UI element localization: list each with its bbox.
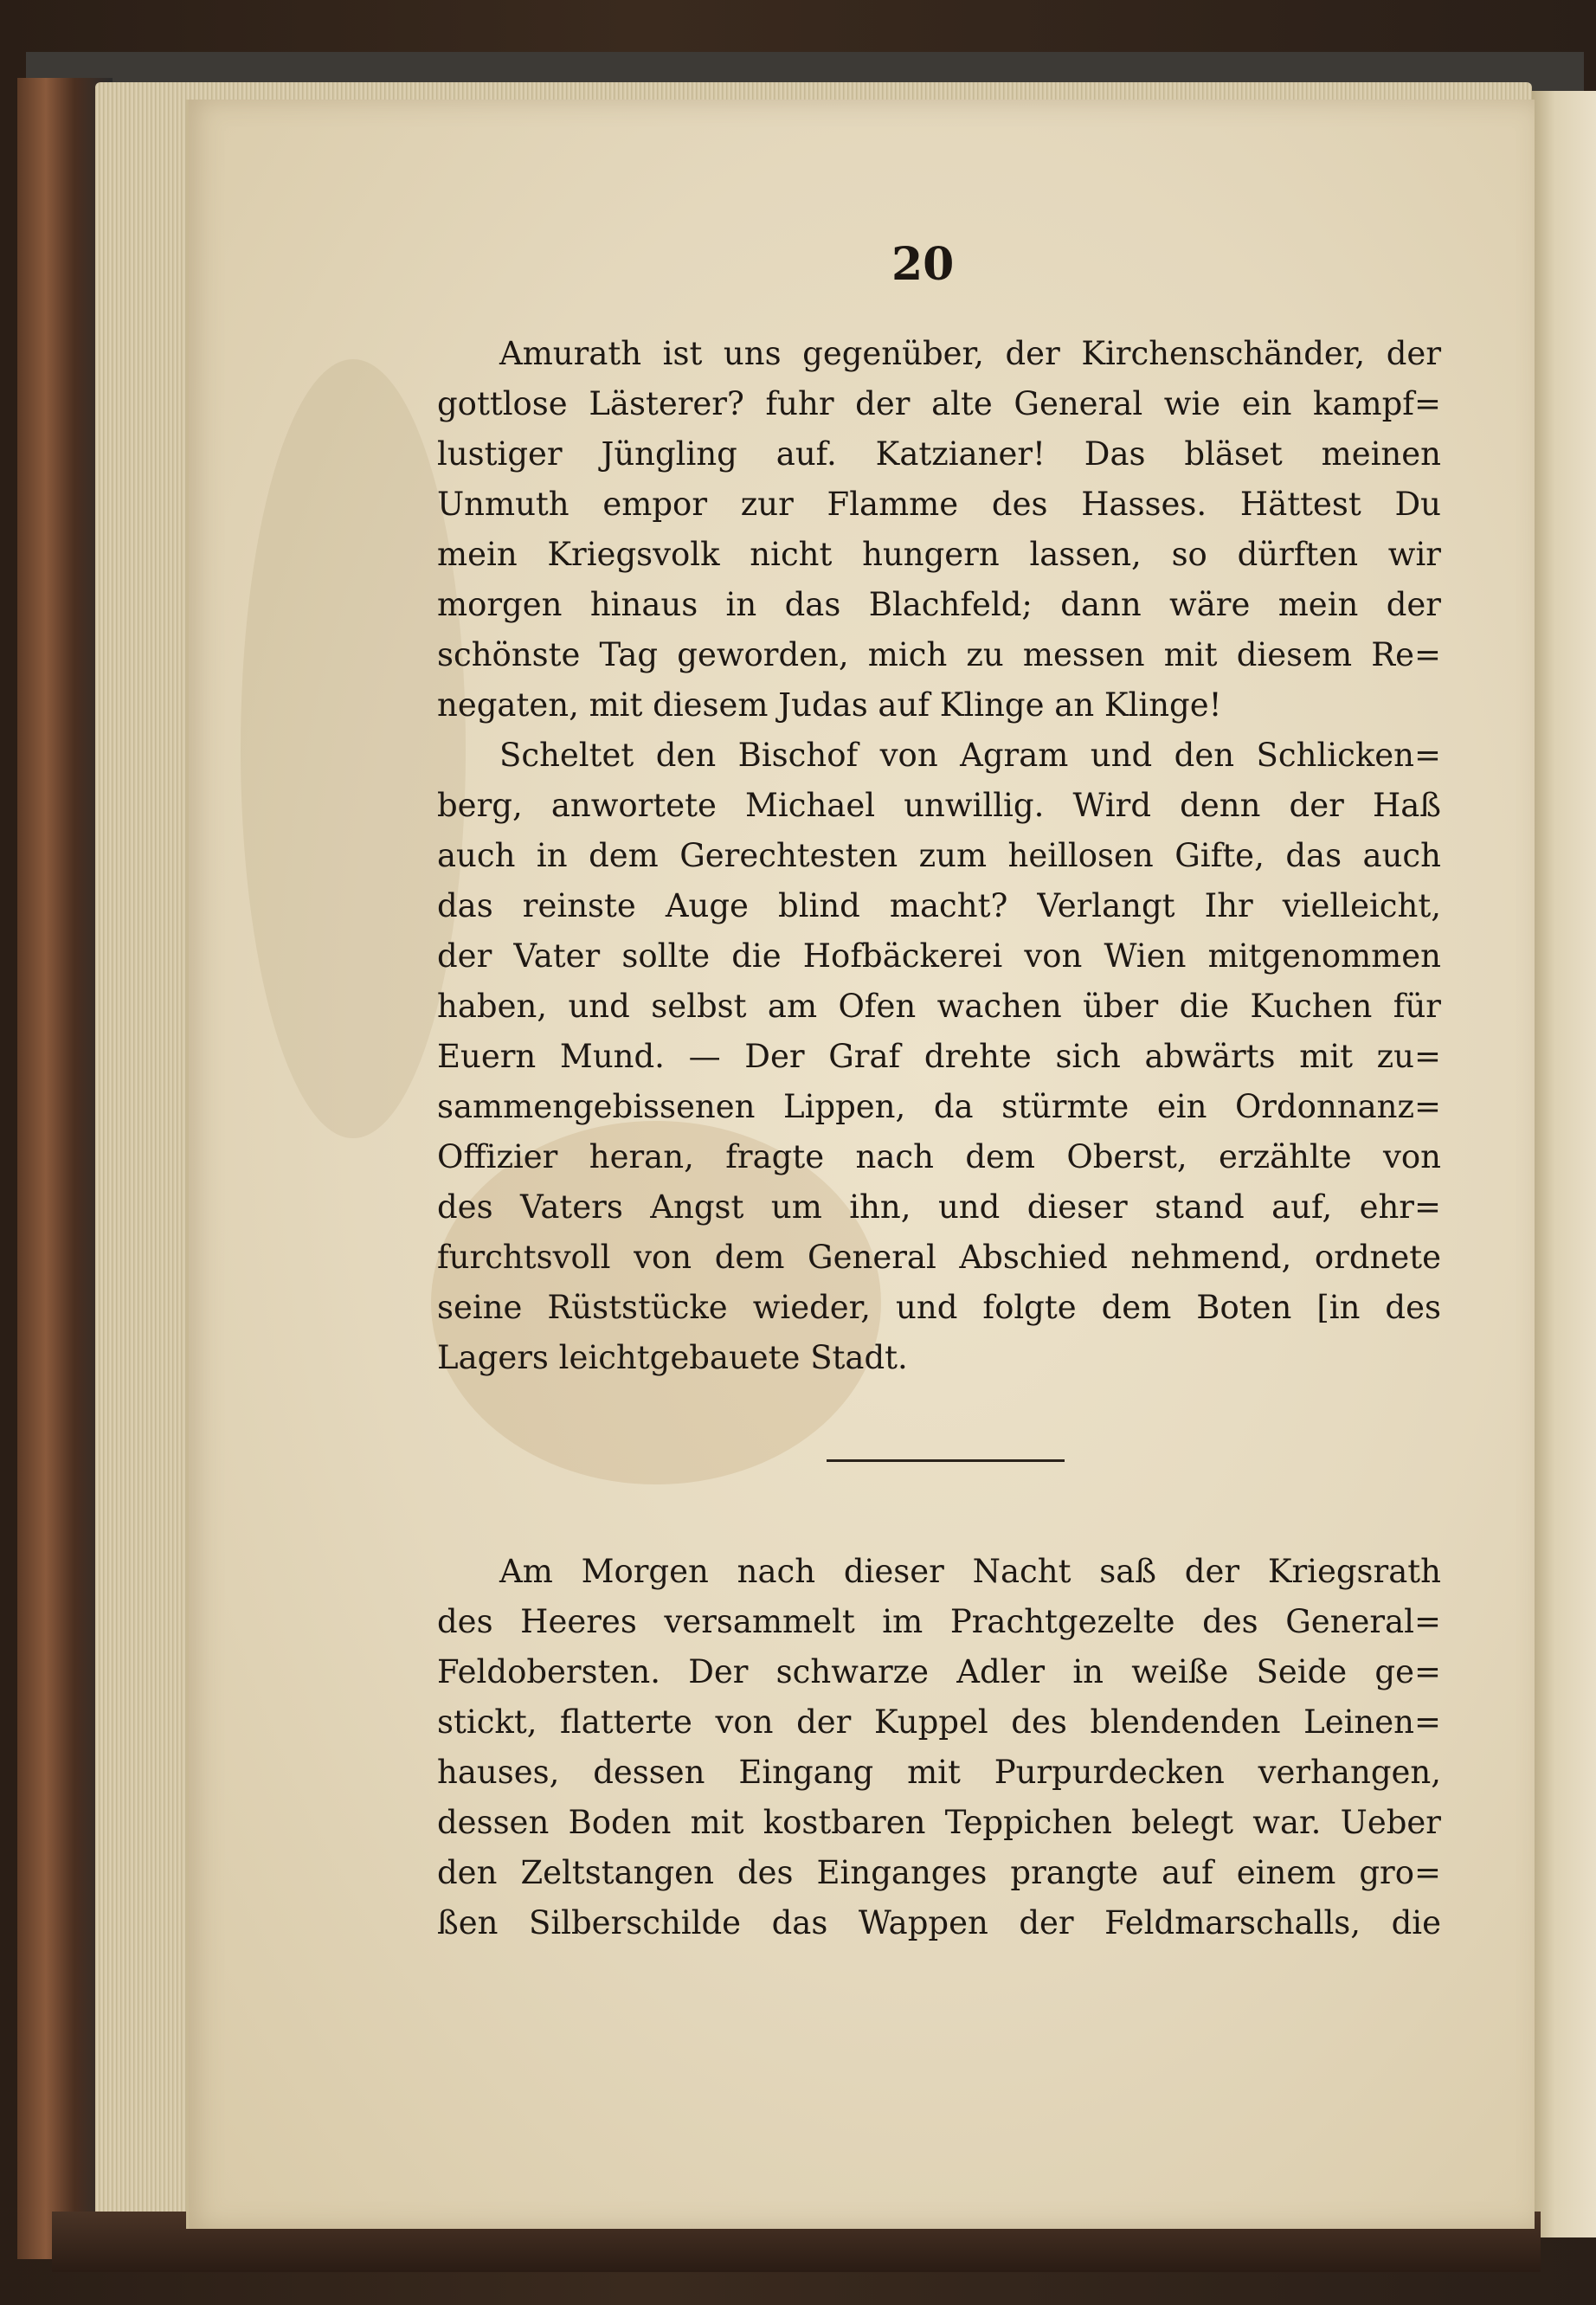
text-line: Offizier heran, fragte nach dem Oberst, erzählte von — [437, 1138, 1441, 1175]
text-line: lustiger Jüngling auf. Katzianer! Das bläset meinen — [437, 435, 1441, 473]
text-line: des Vaters Angst um ihn, und dieser stand auf, ehr= — [437, 1188, 1441, 1226]
text-line: auch in dem Gerechtesten zum heillosen Gifte, das auch — [437, 837, 1441, 874]
text-line: haben, und selbst am Ofen wachen über die Kuchen für — [437, 988, 1441, 1025]
text-line: des Heeres versammelt im Prachtgezelte des General= — [437, 1603, 1441, 1640]
text-line: Euern Mund. — Der Graf drehte sich abwärts mit zu= — [437, 1038, 1441, 1075]
text-line: dessen Boden mit kostbaren Teppichen belegt war. Ueber — [437, 1804, 1441, 1841]
text-line: Scheltet den Bischof von Agram und den Schlicken= — [499, 737, 1441, 774]
text-line: stickt, flatterte von der Kuppel des blendenden Leinen= — [437, 1703, 1441, 1741]
text-line: seine Rüststücke wieder, und folgte dem Boten [in des — [437, 1289, 1441, 1326]
text-line: negaten, mit diesem Judas auf Klinge an Klinge! — [437, 686, 1222, 724]
text-line: den Zeltstangen des Einganges prangte auf einem gro= — [437, 1854, 1441, 1891]
text-line: furchtsvoll von dem General Abschied nehmend, ordnete — [437, 1239, 1441, 1276]
text-line: berg, anwortete Michael unwillig. Wird denn der Haß — [437, 787, 1441, 824]
section-divider — [827, 1459, 1065, 1462]
page-stain — [241, 359, 466, 1138]
text-line: hauses, dessen Eingang mit Purpurdecken verhangen, — [437, 1754, 1441, 1791]
text-line: Feldobersten. Der schwarze Adler in weiße Seide ge= — [437, 1653, 1441, 1690]
text-line: Unmuth empor zur Flamme des Hasses. Hättest Du — [437, 486, 1441, 523]
facing-page-edge — [1532, 91, 1596, 2237]
text-line: Lagers leichtgebauete Stadt. — [437, 1339, 908, 1376]
text-line: mein Kriegsvolk nicht hungern lassen, so dürften wir — [437, 536, 1441, 573]
text-line: Amurath ist uns gegenüber, der Kirchenschänder, der — [499, 335, 1441, 372]
text-line: ßen Silberschilde das Wappen der Feldmarschalls, die — [437, 1904, 1441, 1941]
page-number: 20 — [891, 238, 955, 291]
text-line: schönste Tag geworden, mich zu messen mit diesem Re= — [437, 636, 1441, 673]
text-line: gottlose Lästerer? fuhr der alte General wie ein kampf= — [437, 385, 1441, 422]
text-line: morgen hinaus in das Blachfeld; dann wäre mein der — [437, 586, 1441, 623]
lower-text-block — [437, 1547, 1441, 1948]
text-line: Am Morgen nach dieser Nacht saß der Kriegsrath — [499, 1553, 1441, 1590]
text-line: sammengebissenen Lippen, da stürmte ein Ordonnanz= — [437, 1088, 1441, 1125]
text-line: das reinste Auge blind macht? Verlangt Ihr vielleicht, — [437, 887, 1441, 924]
upper-text-block — [437, 329, 1441, 1383]
text-line: der Vater sollte die Hofbäckerei von Wien mitgenommen — [437, 937, 1441, 975]
